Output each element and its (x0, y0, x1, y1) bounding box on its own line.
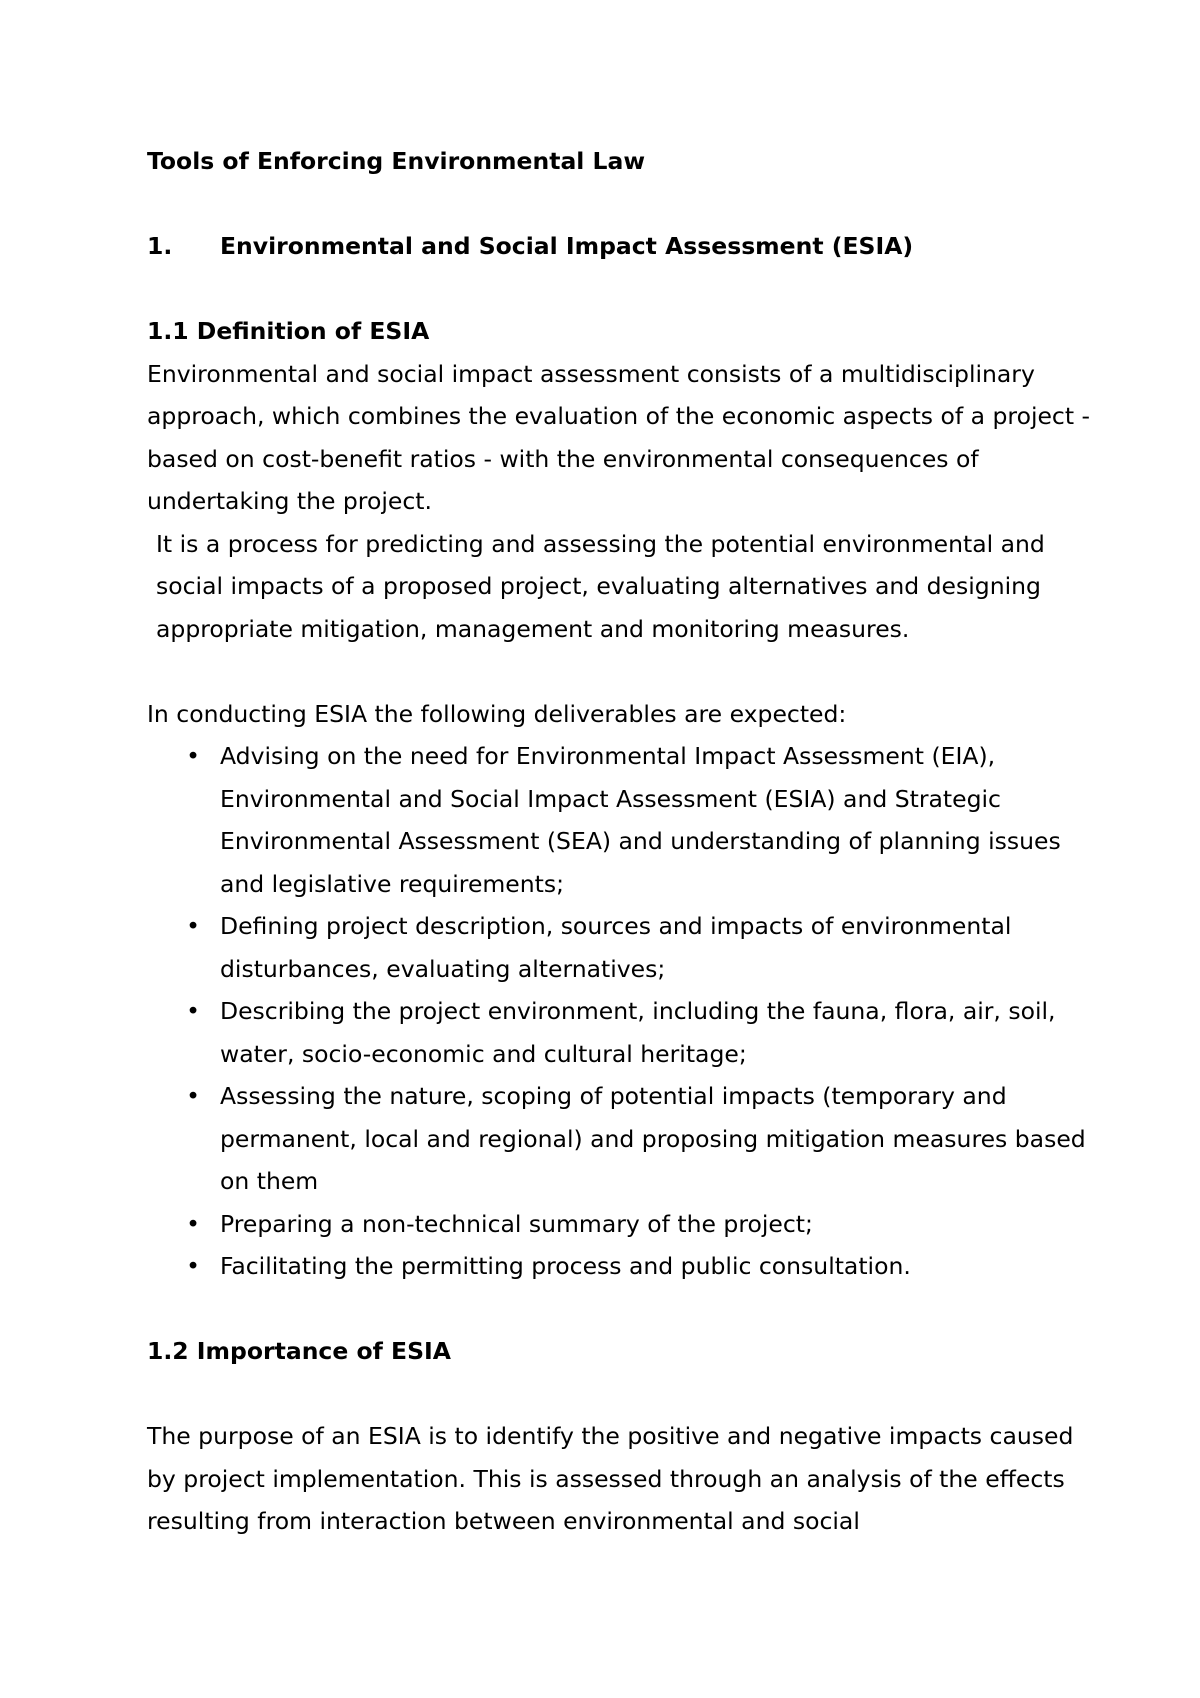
spacer (147, 1373, 1107, 1416)
document-title: Tools of Enforcing Environmental Law (147, 147, 646, 175)
importance-paragraph-1: The purpose of an ESIA is to identify the positive and negative impacts caused by project implementation. This is assessed through an analysis of the effects resulting from interaction between environmental and social (147, 1422, 1074, 1535)
list-item-text: Preparing a non-technical summary of the project; (220, 1209, 813, 1238)
list-item (147, 905, 1107, 990)
definition-paragraph-1: Environmental and social impact assessment consists of a multidisciplinary approach, which combines the evaluation of the economic aspects of a project - based on cost-benefit ratios - with the environmental consequences of undertaking the project. (147, 359, 1091, 515)
bullet-icon: • (186, 742, 200, 770)
section-1-number: 1. (147, 232, 173, 260)
list-item (147, 1245, 1107, 1288)
list-item (147, 990, 1107, 1075)
deliverables-intro: In conducting ESIA the following deliverables are expected: (147, 699, 847, 728)
spacer (147, 650, 1107, 693)
list-item-text: Advising on the need for Environmental Impact Assessment (EIA), Environmental and Social Impact Assessment (ESIA) and Strategic Environmental Assessment (SEA) and understanding of planning issues and legislative requirements; (220, 742, 1061, 898)
spacer (147, 1288, 1107, 1331)
list-item-text: Defining project description, sources and impacts of environmental disturbances, evaluating alternatives; (220, 912, 1012, 983)
bullet-icon: • (186, 1209, 200, 1238)
bullet-icon: • (186, 997, 200, 1025)
definition-paragraph-2: It is a process for predicting and assessing the potential environmental and social impacts of a proposed project, evaluating alternatives and designing appropriate mitigation, management and monitoring measures. (156, 529, 1045, 643)
section-1-heading (147, 225, 1107, 268)
bullet-icon: • (186, 912, 200, 940)
document-page (147, 140, 1107, 1543)
list-item-text: Assessing the nature, scoping of potential impacts (temporary and permanent, local and regional) and proposing mitigation measures based on them (220, 1082, 1086, 1195)
subsection-1-1-heading: 1.1 Definition of ESIA (147, 317, 430, 345)
bullet-icon: • (186, 1252, 200, 1280)
deliverables-list (147, 735, 1107, 1288)
subsection-1-2-heading: 1.2 Importance of ESIA (147, 1337, 451, 1365)
list-item-text: Describing the project environment, including the fauna, flora, air, soil, water, socio-economic and cultural heritage; (220, 997, 1056, 1068)
spacer (147, 268, 1107, 311)
section-1-title: Environmental and Social Impact Assessment (ESIA) (220, 232, 914, 260)
list-item (147, 1075, 1107, 1203)
list-item-text: Facilitating the permitting process and public consultation. (220, 1252, 911, 1280)
spacer (147, 183, 1107, 226)
list-item (147, 735, 1107, 905)
bullet-icon: • (186, 1082, 200, 1110)
list-item (147, 1203, 1107, 1246)
